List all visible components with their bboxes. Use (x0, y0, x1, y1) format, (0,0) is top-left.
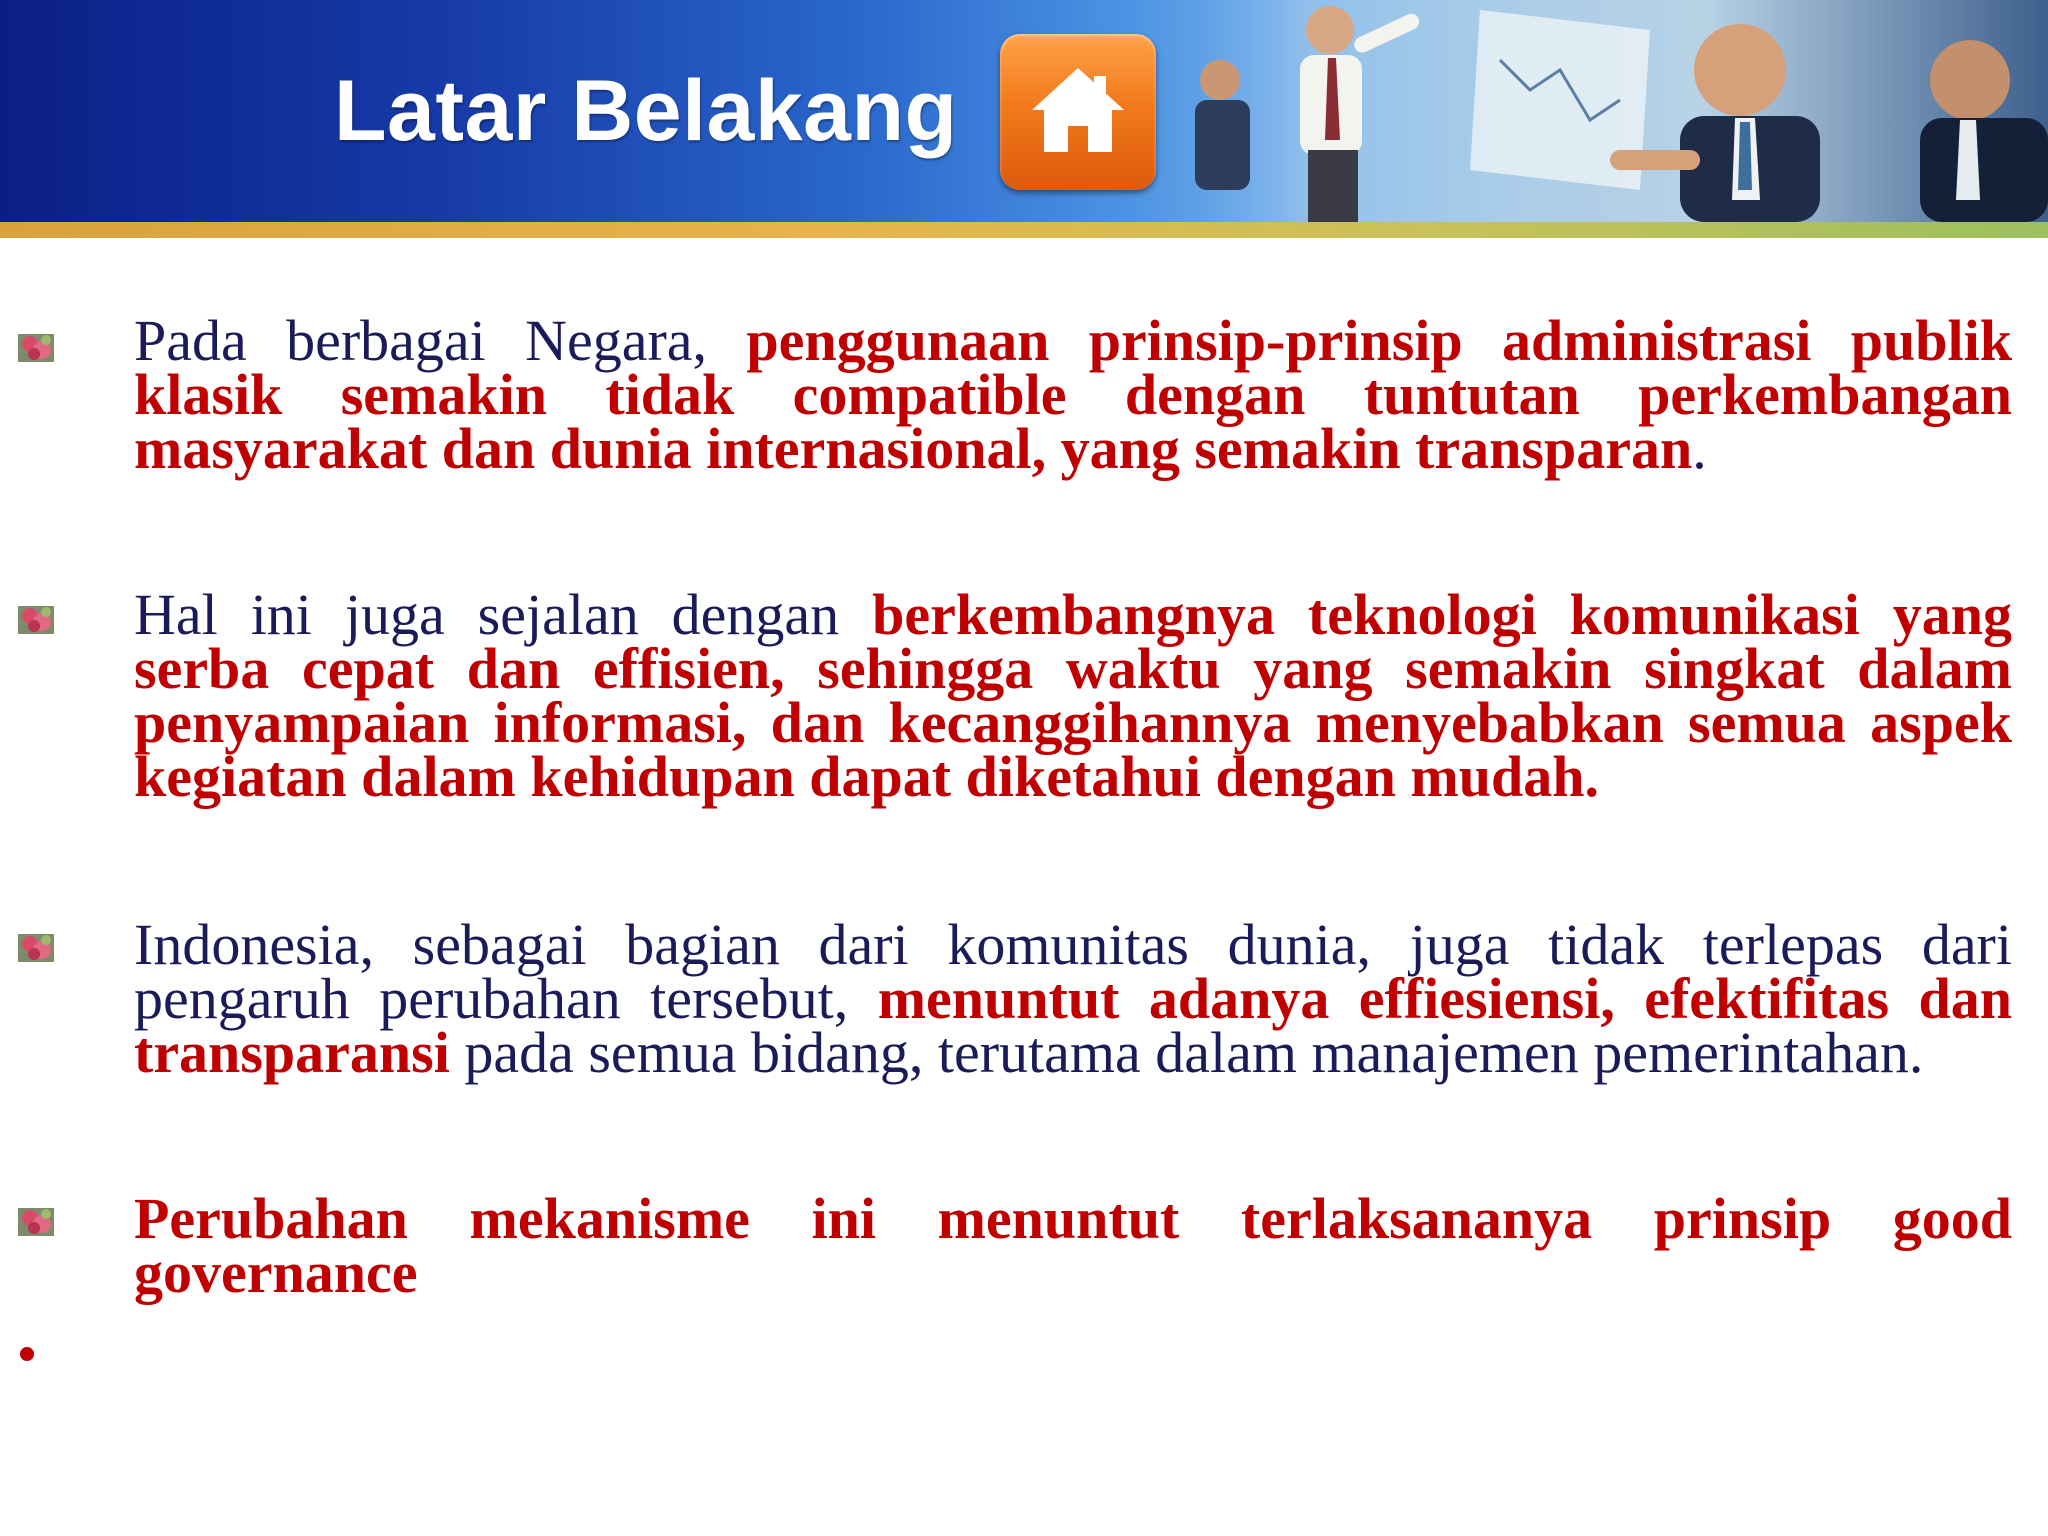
header-stripe (0, 222, 2048, 238)
bullet-highlight: Perubahan mekanisme ini menuntut terlaksananya prinsip good governance (134, 1186, 2012, 1305)
home-icon (1028, 64, 1128, 156)
meeting-photo (1180, 0, 2048, 222)
bullet-text-2 (134, 582, 2012, 809)
flower-bullet-icon (16, 930, 58, 966)
bullet-highlight: berkembangnya teknologi komunikasi yang serba cepat dan effisien, sehingga waktu yang semakin singkat dalam penyampaian informasi, dan kecanggihannya menyebabkan semua aspek kegiatan dalam kehidupan dapat diketahui dengan mudah. (134, 582, 2012, 809)
slide-title: Latar Belakang (334, 63, 958, 159)
bullet-highlight: menuntut adanya effiesiensi, efektifitas dan transparansi (134, 966, 2012, 1085)
bullet-segment: . (1692, 416, 1707, 481)
empty-bullet-dot (20, 1347, 34, 1361)
bullet-segment: Indonesia, sebagai bagian dari komunitas dunia, juga tidak terlepas dari pengaruh perubahan tersebut, (134, 912, 2012, 1031)
flower-bullet-icon (16, 602, 58, 638)
home-button[interactable] (1000, 34, 1156, 190)
flower-bullet-icon (16, 1204, 58, 1240)
flower-bullet-icon (16, 330, 58, 366)
bullet-highlight: penggunaan prinsip-prinsip administrasi publik klasik semakin tidak compatible dengan tuntutan perkembangan masyarakat dan dunia internasional, yang semakin transparan (134, 308, 2012, 481)
bullet-segment: Pada berbagai Negara, (134, 308, 747, 373)
bullet-text-4 (134, 1186, 2012, 1305)
bullet-text-1 (134, 308, 2012, 481)
bullet-segment: Hal ini juga sejalan dengan (134, 582, 873, 647)
bullet-text-3 (134, 912, 2012, 1085)
bullet-segment: pada semua bidang, terutama dalam manajemen pemerintahan. (449, 1020, 1924, 1085)
header-banner (0, 0, 2048, 222)
